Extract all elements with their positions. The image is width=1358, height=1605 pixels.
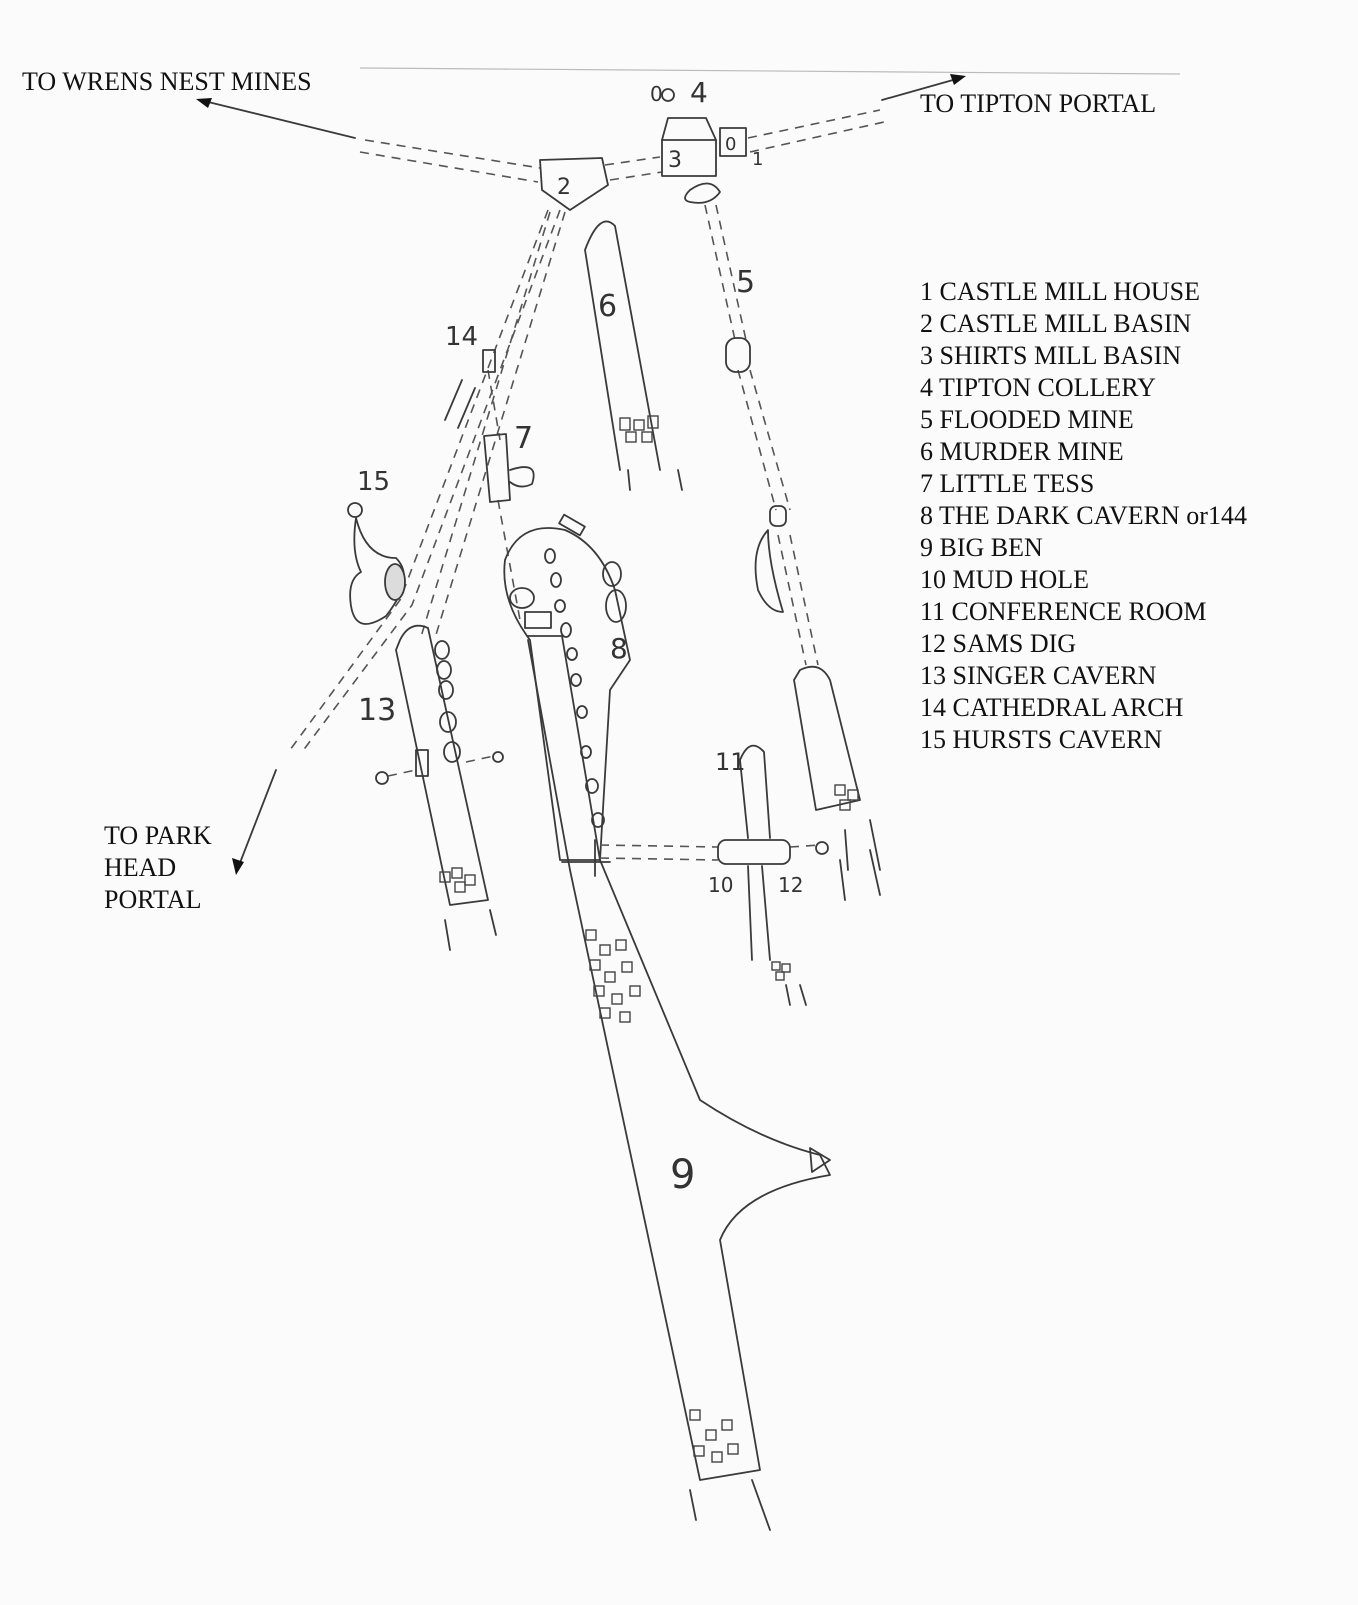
colliery-shaft-icon [662,89,674,101]
label-15: 15 [357,467,391,497]
legend-item: 7 LITTLE TESS [920,469,1095,498]
murder-mine-shape [585,221,660,470]
legend-item: 15 HURSTS CAVERN [920,725,1163,754]
castle-mill-basin-shape [540,158,608,210]
direction-park-head-line2: HEAD [104,853,177,882]
label-12: 12 [778,873,804,897]
label-5: 5 [736,265,756,300]
label-13: 13 [358,693,397,728]
big-ben-shape [528,636,830,1480]
singer-cavern-shape [396,626,488,905]
legend-item: 4 TIPTON COLLERY [920,373,1156,402]
direction-tipton: TO TIPTON PORTAL [920,89,1157,118]
flooded-mine-chamber [726,338,750,372]
legend-item: 10 MUD HOLE [920,565,1089,594]
label-6: 6 [598,289,618,324]
label-14: 14 [445,322,479,352]
label-2: 2 [557,175,571,200]
direction-park-head-line1: TO PARK [104,821,212,850]
label-7: 7 [514,421,534,456]
cathedral-arch-shape [483,350,495,372]
legend-item: 8 THE DARK CAVERN or144 [920,501,1247,530]
label-10: 10 [708,873,734,897]
canal-tunnels-top [360,110,884,182]
flooded-mine-end [794,667,860,810]
legend-item: 12 SAMS DIG [920,629,1077,658]
legend-item: 1 CASTLE MILL HOUSE [920,277,1200,306]
arrow-park-head [232,770,276,875]
tipton-colliery-shape [662,118,716,140]
legend-item: 3 SHIRTS MILL BASIN [920,341,1182,370]
label-9: 9 [670,1152,696,1198]
label-8: 8 [610,632,628,665]
legend-item: 14 CATHEDRAL ARCH [920,693,1184,722]
direction-park-head-line3: PORTAL [104,885,202,914]
mud-hole-shape [718,840,790,864]
legend [920,276,1247,756]
direction-wrens-nest: TO WRENS NEST MINES [22,67,312,96]
label-11: 11 [715,748,746,776]
legend-item: 5 FLOODED MINE [920,405,1134,434]
label-0: 0 [725,134,737,155]
flooded-mine-entrance [685,183,720,202]
sams-dig-shape [748,866,770,960]
label-1: 1 [752,149,764,170]
legend-item: 13 SINGER CAVERN [920,661,1157,690]
dark-cavern-shape [504,528,630,860]
arrow-wrens-nest [196,98,355,138]
legend-item: 2 CASTLE MILL BASIN [920,309,1192,338]
label-0-shaft: 0 [650,82,663,106]
label-4: 4 [690,76,708,109]
legend-item: 9 BIG BEN [920,533,1043,562]
top-rule [360,68,1180,74]
legend-item: 11 CONFERENCE ROOM [920,597,1207,626]
legend-item: 6 MURDER MINE [920,437,1124,466]
label-3: 3 [668,148,682,173]
